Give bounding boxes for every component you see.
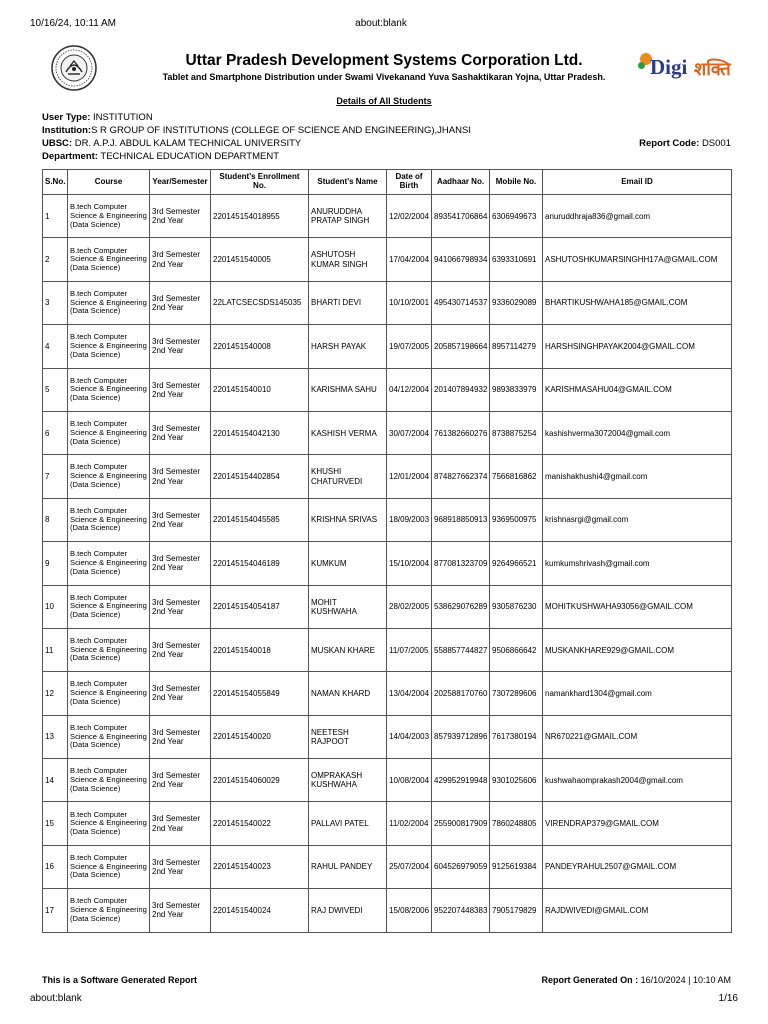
semester-text: 3rd Semester xyxy=(152,250,201,260)
cell-enrollment: 220145154402854 xyxy=(211,455,309,498)
department-line xyxy=(42,151,279,162)
cell-name: KRISHNA SRIVAS xyxy=(309,498,387,541)
cell-enrollment: 2201451540023 xyxy=(211,845,309,888)
cell-mobile: 7307289606 xyxy=(490,672,543,715)
cell-enrollment: 2201451540008 xyxy=(211,325,309,368)
cell-dob: 14/04/2003 xyxy=(387,715,432,758)
cell-mobile: 7566816862 xyxy=(490,455,543,498)
cell-mobile: 9336029089 xyxy=(490,281,543,324)
department-label: Department: xyxy=(42,151,98,162)
cell-year-semester xyxy=(150,715,211,758)
cell-name: ANURUDDHA PRATAP SINGH xyxy=(309,195,387,238)
cell-name: OMPRAKASH KUSHWAHA xyxy=(309,759,387,802)
cell-dob: 18/09/2003 xyxy=(387,498,432,541)
cell-enrollment: 2201451540022 xyxy=(211,802,309,845)
cell-dob: 11/02/2004 xyxy=(387,802,432,845)
year-text: 2nd Year xyxy=(152,216,184,226)
cell-course: B.tech Computer Science & Engineering (Data Science) xyxy=(68,411,150,454)
cell-dob: 04/12/2004 xyxy=(387,368,432,411)
report-code-value: DS001 xyxy=(701,138,731,149)
report-generated-value: 16/10/2024 | 10:10 AM xyxy=(640,975,731,985)
year-text: 2nd Year xyxy=(152,302,184,312)
cell-dob: 28/02/2005 xyxy=(387,585,432,628)
cell-course: B.tech Computer Science & Engineering (Data Science) xyxy=(68,498,150,541)
cell-mobile: 8957114279 xyxy=(490,325,543,368)
cell-name: HARSH PAYAK xyxy=(309,325,387,368)
cell-email: MOHITKUSHWAHA93056@GMAIL.COM xyxy=(543,585,732,628)
cell-enrollment: 2201451540018 xyxy=(211,628,309,671)
table-row xyxy=(43,455,732,498)
cell-aadhaar: 877081323709 xyxy=(432,542,490,585)
year-text: 2nd Year xyxy=(152,389,184,399)
organization-title: Uttar Pradesh Development Systems Corporation Ltd. xyxy=(185,52,583,69)
cell-year-semester xyxy=(150,325,211,368)
cell-enrollment: 2201451540005 xyxy=(211,238,309,281)
semester-text: 3rd Semester xyxy=(152,640,201,650)
column-header: Date of Birth xyxy=(387,170,432,195)
semester-text: 3rd Semester xyxy=(152,727,201,737)
cell-sno: 5 xyxy=(43,368,68,411)
cell-aadhaar: 941066798934 xyxy=(432,238,490,281)
column-header: Email ID xyxy=(543,170,732,195)
cell-aadhaar: 202588170760 xyxy=(432,672,490,715)
cell-name: KARISHMA SAHU xyxy=(309,368,387,411)
report-code-label: Report Code: xyxy=(639,138,700,149)
cell-name: NEETESH RAJPOOT xyxy=(309,715,387,758)
table-header-row xyxy=(43,170,732,195)
cell-year-semester xyxy=(150,759,211,802)
year-text: 2nd Year xyxy=(152,780,184,790)
column-header: S.No. xyxy=(43,170,68,195)
cell-mobile: 9125619384 xyxy=(490,845,543,888)
cell-dob: 10/10/2001 xyxy=(387,281,432,324)
cell-enrollment: 220145154018955 xyxy=(211,195,309,238)
table-row xyxy=(43,498,732,541)
column-header: Student's Enrollment No. xyxy=(211,170,309,195)
cell-dob: 12/01/2004 xyxy=(387,455,432,498)
table-row xyxy=(43,585,732,628)
semester-text: 3rd Semester xyxy=(152,901,201,911)
ubsc-label: UBSC: xyxy=(42,138,73,149)
year-text: 2nd Year xyxy=(152,519,184,529)
cell-mobile: 9305876230 xyxy=(490,585,543,628)
cell-aadhaar: 538629076289 xyxy=(432,585,490,628)
semester-text: 3rd Semester xyxy=(152,467,201,477)
logo-green-dot xyxy=(638,62,645,69)
cell-name: KASHISH VERMA xyxy=(309,411,387,454)
year-text: 2nd Year xyxy=(152,910,184,920)
cell-mobile: 9369500975 xyxy=(490,498,543,541)
table-row xyxy=(43,195,732,238)
cell-email: VIRENDRAP379@GMAIL.COM xyxy=(543,802,732,845)
ubsc-value: DR. A.P.J. ABDUL KALAM TECHNICAL UNIVERSITY xyxy=(74,138,302,149)
cell-mobile: 6393310691 xyxy=(490,238,543,281)
cell-mobile: 9506866642 xyxy=(490,628,543,671)
cell-dob: 30/07/2004 xyxy=(387,411,432,454)
cell-name: BHARTI DEVI xyxy=(309,281,387,324)
table-row xyxy=(43,281,732,324)
cell-name: NAMAN KHARD xyxy=(309,672,387,715)
digishakti-logo xyxy=(636,50,734,82)
cell-year-semester xyxy=(150,672,211,715)
year-text: 2nd Year xyxy=(152,476,184,486)
semester-text: 3rd Semester xyxy=(152,337,201,347)
cell-course: B.tech Computer Science & Engineering (Data Science) xyxy=(68,628,150,671)
institution-value: S R GROUP OF INSTITUTIONS (COLLEGE OF SCIENCE AND ENGINEERING),JHANSI xyxy=(91,125,471,136)
cell-email: KARISHMASAHU04@GMAIL.COM xyxy=(543,368,732,411)
cell-mobile: 9301025606 xyxy=(490,759,543,802)
cell-email: namankhard1304@gmail.com xyxy=(543,672,732,715)
cell-dob: 10/08/2004 xyxy=(387,759,432,802)
column-header: Aadhaar No. xyxy=(432,170,490,195)
cell-name: MUSKAN KHARE xyxy=(309,628,387,671)
cell-email: HARSHSINGHPAYAK2004@GMAIL.COM xyxy=(543,325,732,368)
cell-enrollment: 220145154045585 xyxy=(211,498,309,541)
semester-text: 3rd Semester xyxy=(152,293,201,303)
cell-aadhaar: 201407894932 xyxy=(432,368,490,411)
cell-sno: 17 xyxy=(43,889,68,932)
cell-enrollment: 220145154054187 xyxy=(211,585,309,628)
cell-aadhaar: 604526979059 xyxy=(432,845,490,888)
cell-name: KHUSHI CHATURVEDI xyxy=(309,455,387,498)
column-header: Year/Semester xyxy=(150,170,211,195)
table-row xyxy=(43,845,732,888)
students-table-body xyxy=(43,195,732,933)
cell-mobile: 7617380194 xyxy=(490,715,543,758)
report-generated-label: Report Generated On : xyxy=(541,975,639,985)
cell-sno: 7 xyxy=(43,455,68,498)
cell-course: B.tech Computer Science & Engineering (Data Science) xyxy=(68,715,150,758)
user-type-value: INSTITUTION xyxy=(93,112,153,123)
cell-year-semester xyxy=(150,195,211,238)
cell-enrollment: 220145154055849 xyxy=(211,672,309,715)
cell-aadhaar: 495430714537 xyxy=(432,281,490,324)
cell-sno: 3 xyxy=(43,281,68,324)
cell-year-semester xyxy=(150,585,211,628)
cell-enrollment: 2201451540020 xyxy=(211,715,309,758)
cell-course: B.tech Computer Science & Engineering (Data Science) xyxy=(68,845,150,888)
cell-year-semester xyxy=(150,628,211,671)
semester-text: 3rd Semester xyxy=(152,380,201,390)
cell-sno: 6 xyxy=(43,411,68,454)
semester-text: 3rd Semester xyxy=(152,597,201,607)
institution-line xyxy=(42,125,471,136)
user-type-line xyxy=(42,112,153,123)
cell-aadhaar: 952207448383 xyxy=(432,889,490,932)
cell-mobile: 9893833979 xyxy=(490,368,543,411)
year-text: 2nd Year xyxy=(152,823,184,833)
page-number: 1/16 xyxy=(718,993,738,1004)
table-row xyxy=(43,628,732,671)
cell-name: RAHUL PANDEY xyxy=(309,845,387,888)
cell-sno: 11 xyxy=(43,628,68,671)
cell-sno: 16 xyxy=(43,845,68,888)
print-footer xyxy=(30,993,738,1007)
institution-label: Institution: xyxy=(42,125,92,136)
cell-year-semester xyxy=(150,238,211,281)
cell-aadhaar: 857939712896 xyxy=(432,715,490,758)
table-row xyxy=(43,715,732,758)
cell-course: B.tech Computer Science & Engineering (Data Science) xyxy=(68,759,150,802)
print-page-title: about:blank xyxy=(355,18,407,29)
cell-email: PANDEYRAHUL2507@GMAIL.COM xyxy=(543,845,732,888)
cell-sno: 12 xyxy=(43,672,68,715)
cell-year-semester xyxy=(150,498,211,541)
cell-sno: 14 xyxy=(43,759,68,802)
cell-course: B.tech Computer Science & Engineering (Data Science) xyxy=(68,195,150,238)
table-row xyxy=(43,542,732,585)
semester-text: 3rd Semester xyxy=(152,554,201,564)
cell-email: BHARTIKUSHWAHA185@GMAIL.COM xyxy=(543,281,732,324)
cell-sno: 4 xyxy=(43,325,68,368)
cell-aadhaar: 761382660276 xyxy=(432,411,490,454)
table-row xyxy=(43,889,732,932)
year-text: 2nd Year xyxy=(152,693,184,703)
cell-mobile: 9264966521 xyxy=(490,542,543,585)
print-url: about:blank xyxy=(30,993,82,1004)
cell-course: B.tech Computer Science & Engineering (Data Science) xyxy=(68,368,150,411)
cell-email: RAJDWIVEDI@GMAIL.COM xyxy=(543,889,732,932)
cell-sno: 1 xyxy=(43,195,68,238)
cell-mobile: 8738875254 xyxy=(490,411,543,454)
cell-name: RAJ DWIVEDI xyxy=(309,889,387,932)
cell-sno: 8 xyxy=(43,498,68,541)
cell-year-semester xyxy=(150,281,211,324)
semester-text: 3rd Semester xyxy=(152,814,201,824)
year-text: 2nd Year xyxy=(152,346,184,356)
semester-text: 3rd Semester xyxy=(152,510,201,520)
cell-dob: 19/07/2005 xyxy=(387,325,432,368)
organization-subtitle: Tablet and Smartphone Distribution under Swami Vivekanand Yuva Sashaktikaran Yojna, Uttar Pradesh. xyxy=(162,72,606,82)
report-generated-on xyxy=(542,975,731,985)
year-text: 2nd Year xyxy=(152,867,184,877)
cell-dob: 11/07/2005 xyxy=(387,628,432,671)
cell-sno: 10 xyxy=(43,585,68,628)
cell-email: ASHUTOSHKUMARSINGHH17A@GMAIL.COM xyxy=(543,238,732,281)
cell-year-semester xyxy=(150,411,211,454)
cell-dob: 13/04/2004 xyxy=(387,672,432,715)
cell-course: B.tech Computer Science & Engineering (Data Science) xyxy=(68,585,150,628)
cell-aadhaar: 429952919948 xyxy=(432,759,490,802)
cell-mobile: 7860248805 xyxy=(490,802,543,845)
cell-course: B.tech Computer Science & Engineering (Data Science) xyxy=(68,325,150,368)
cell-dob: 17/04/2004 xyxy=(387,238,432,281)
table-row xyxy=(43,368,732,411)
cell-email: MUSKANKHARE929@GMAIL.COM xyxy=(543,628,732,671)
table-row xyxy=(43,672,732,715)
cell-sno: 2 xyxy=(43,238,68,281)
year-text: 2nd Year xyxy=(152,650,184,660)
table-row xyxy=(43,411,732,454)
cell-year-semester xyxy=(150,889,211,932)
cell-sno: 9 xyxy=(43,542,68,585)
cell-mobile: 6306949673 xyxy=(490,195,543,238)
cell-email: kushwahaomprakash2004@gmail.com xyxy=(543,759,732,802)
cell-enrollment: 220145154042130 xyxy=(211,411,309,454)
cell-year-semester xyxy=(150,368,211,411)
cell-year-semester xyxy=(150,845,211,888)
cell-dob: 15/08/2006 xyxy=(387,889,432,932)
cell-sno: 15 xyxy=(43,802,68,845)
cell-mobile: 7905179829 xyxy=(490,889,543,932)
table-row xyxy=(43,325,732,368)
table-row xyxy=(43,759,732,802)
table-row xyxy=(43,802,732,845)
logo-text-hi: शक्ति xyxy=(694,59,731,79)
cell-enrollment: 22LATCSECSDS145035 xyxy=(211,281,309,324)
semester-text: 3rd Semester xyxy=(152,857,201,867)
cell-enrollment: 2201451540010 xyxy=(211,368,309,411)
year-text: 2nd Year xyxy=(152,563,184,573)
cell-course: B.tech Computer Science & Engineering (Data Science) xyxy=(68,455,150,498)
cell-email: anuruddhraja836@gmail.com xyxy=(543,195,732,238)
logo-text-en: Digi xyxy=(650,55,688,79)
semester-text: 3rd Semester xyxy=(152,207,201,216)
cell-email: NR670221@GMAIL.COM xyxy=(543,715,732,758)
cell-email: manishakhushi4@gmail.com xyxy=(543,455,732,498)
year-text: 2nd Year xyxy=(152,433,184,443)
cell-course: B.tech Computer Science & Engineering (Data Science) xyxy=(68,542,150,585)
cell-course: B.tech Computer Science & Engineering (Data Science) xyxy=(68,889,150,932)
students-table xyxy=(42,169,732,933)
report-code xyxy=(639,138,731,149)
cell-name: PALLAVI PATEL xyxy=(309,802,387,845)
cell-name: ASHUTOSH KUMAR SINGH xyxy=(309,238,387,281)
cell-dob: 25/07/2004 xyxy=(387,845,432,888)
up-government-emblem-logo xyxy=(50,44,98,92)
software-generated-note: This is a Software Generated Report xyxy=(42,975,198,985)
cell-year-semester xyxy=(150,455,211,498)
cell-email: krishnasrgi@gmail.com xyxy=(543,498,732,541)
cell-email: kashishverma3072004@gmail.com xyxy=(543,411,732,454)
semester-text: 3rd Semester xyxy=(152,684,201,694)
department-value: TECHNICAL EDUCATION DEPARTMENT xyxy=(100,151,280,162)
cell-year-semester xyxy=(150,542,211,585)
cell-enrollment: 220145154060029 xyxy=(211,759,309,802)
cell-year-semester xyxy=(150,802,211,845)
cell-email: kumkumshrivash@gmail.com xyxy=(543,542,732,585)
column-header: Course xyxy=(68,170,150,195)
column-header: Student's Name xyxy=(309,170,387,195)
cell-course: B.tech Computer Science & Engineering (Data Science) xyxy=(68,238,150,281)
section-title: Details of All Students xyxy=(336,96,432,106)
table-row xyxy=(43,238,732,281)
column-header: Mobile No. xyxy=(490,170,543,195)
cell-course: B.tech Computer Science & Engineering (Data Science) xyxy=(68,672,150,715)
cell-aadhaar: 968918850913 xyxy=(432,498,490,541)
cell-course: B.tech Computer Science & Engineering (Data Science) xyxy=(68,802,150,845)
cell-aadhaar: 893541706864 xyxy=(432,195,490,238)
year-text: 2nd Year xyxy=(152,259,184,269)
ubsc-line xyxy=(42,138,301,149)
semester-text: 3rd Semester xyxy=(152,423,201,433)
print-header xyxy=(30,18,732,32)
cell-name: MOHIT KUSHWAHA xyxy=(309,585,387,628)
year-text: 2nd Year xyxy=(152,736,184,746)
cell-dob: 15/10/2004 xyxy=(387,542,432,585)
cell-dob: 12/02/2004 xyxy=(387,195,432,238)
print-timestamp: 10/16/24, 10:11 AM xyxy=(30,18,116,29)
semester-text: 3rd Semester xyxy=(152,771,201,781)
cell-aadhaar: 558857744827 xyxy=(432,628,490,671)
user-type-label: User Type: xyxy=(42,112,91,123)
cell-sno: 13 xyxy=(43,715,68,758)
cell-aadhaar: 874827662374 xyxy=(432,455,490,498)
cell-course: B.tech Computer Science & Engineering (Data Science) xyxy=(68,281,150,324)
cell-name: KUMKUM xyxy=(309,542,387,585)
cell-enrollment: 220145154046189 xyxy=(211,542,309,585)
cell-enrollment: 2201451540024 xyxy=(211,889,309,932)
cell-aadhaar: 255900817909 xyxy=(432,802,490,845)
year-text: 2nd Year xyxy=(152,606,184,616)
cell-aadhaar: 205857198664 xyxy=(432,325,490,368)
